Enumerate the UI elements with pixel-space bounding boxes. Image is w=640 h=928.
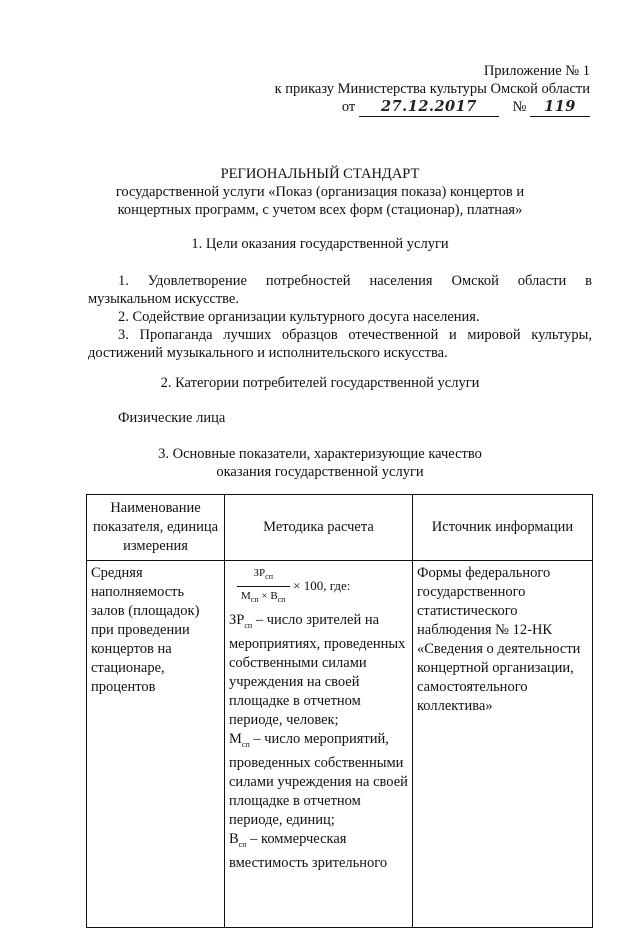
title-line-2: государственной услуги «Показ (организация показа) концертов и bbox=[115, 184, 525, 200]
header-method: Методика расчета bbox=[225, 495, 413, 561]
definition-m-text: – число мероприятий, проведенных собственными силами учреждения на своей площадке в отчетном периоде, единиц; bbox=[229, 731, 408, 829]
definition-v-text: – коммерческая вместимость зрительного bbox=[229, 831, 388, 872]
formula-num-symbol: ЗР bbox=[253, 567, 266, 579]
definition-zr-symbol: ЗР bbox=[229, 612, 245, 629]
formula-den-v-sub: сп bbox=[277, 595, 286, 605]
section2-text: Физические лица bbox=[118, 410, 226, 426]
definition-zr bbox=[229, 611, 408, 730]
formula-fraction bbox=[237, 564, 290, 609]
formula-den-m-sub: сп bbox=[250, 595, 259, 605]
table-header-row bbox=[87, 495, 593, 561]
annex-block bbox=[275, 62, 590, 117]
definition-m bbox=[229, 730, 408, 830]
formula-times: × bbox=[261, 590, 268, 603]
section1-item1-line1: 1. Удовлетворение потребностей населения Омской области в bbox=[118, 273, 592, 289]
formula-numerator bbox=[237, 564, 290, 587]
formula-num-sub: сп bbox=[265, 572, 273, 582]
formula-den-m: М bbox=[241, 590, 251, 603]
section2-heading: 2. Категории потребителей государственной услуги bbox=[160, 375, 480, 391]
definition-v-symbol: В bbox=[229, 831, 239, 848]
section1-item3-line2: достижений музыкального и исполнительского искусства. bbox=[88, 345, 448, 361]
header-indicator: Наименование показателя, единица измерения bbox=[87, 495, 225, 561]
annex-number-label: № bbox=[512, 99, 527, 115]
cell-indicator-name: Средняя наполняемость залов (площадок) при проведении концертов на стационаре, процентов bbox=[87, 561, 225, 928]
cell-source: Формы федерального государственного статистического наблюдения № 12-НК «Сведения о деятельности концертной организации, самостоятельного коллектива» bbox=[413, 561, 593, 928]
cell-method bbox=[225, 561, 413, 928]
definition-zr-sub: сп bbox=[244, 621, 253, 631]
annex-title: Приложение № 1 bbox=[483, 63, 590, 79]
annex-number-handwritten: 119 bbox=[530, 98, 590, 117]
definition-m-sub: сп bbox=[241, 740, 250, 750]
indicators-table bbox=[86, 494, 593, 928]
section1-item1-line2: музыкальном искусстве. bbox=[88, 291, 239, 307]
section3-heading-line2: оказания государственной услуги bbox=[216, 464, 424, 480]
definition-v bbox=[229, 830, 408, 873]
definition-v-sub: сп bbox=[238, 840, 247, 850]
section3-heading-line1: 3. Основные показатели, характеризующие качество bbox=[158, 446, 482, 462]
document-title bbox=[60, 165, 580, 219]
header-source: Источник информации bbox=[413, 495, 593, 561]
formula bbox=[229, 564, 408, 609]
section1-item3-line1: 3. Пропаганда лучших образцов отечественной и мировой культуры, bbox=[118, 327, 592, 343]
annex-date-handwritten: 27.12.2017 bbox=[359, 98, 499, 117]
title-line-1: РЕГИОНАЛЬНЫЙ СТАНДАРТ bbox=[220, 166, 420, 182]
section1-heading: 1. Цели оказания государственной услуги bbox=[191, 236, 449, 252]
section1-item2: 2. Содействие организации культурного досуга населения. bbox=[118, 309, 480, 325]
annex-from-label: от bbox=[341, 99, 356, 115]
annex-date-line bbox=[275, 98, 590, 117]
annex-order-ref: к приказу Министерства культуры Омской области bbox=[274, 81, 590, 97]
table-row bbox=[87, 561, 593, 928]
title-line-3: концертных программ, с учетом всех форм (стационар), платная» bbox=[117, 202, 523, 218]
formula-denominator bbox=[237, 587, 290, 609]
formula-tail: × 100, где: bbox=[293, 578, 351, 594]
section3-heading bbox=[60, 445, 580, 481]
definition-m-symbol: М bbox=[229, 731, 242, 748]
definition-zr-text: – число зрителей на мероприятиях, проведенных собственными силами учреждения на своей площадке в отчетном периоде, человек; bbox=[229, 612, 406, 729]
section1-body bbox=[88, 272, 592, 362]
formula-den-v: В bbox=[270, 590, 278, 603]
